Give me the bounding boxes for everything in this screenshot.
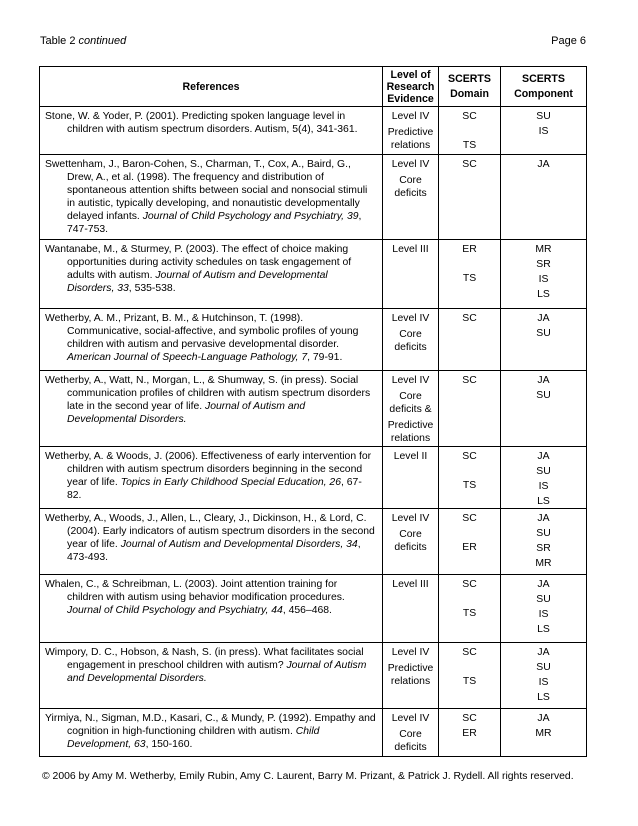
scerts-domain-value: SC	[462, 451, 477, 462]
reference-journal: Topics in Early Childhood Special Education, 26	[120, 477, 341, 488]
evidence-level-cell	[383, 575, 439, 643]
evidence-level-text: Level III	[392, 579, 429, 590]
scerts-domain-value: ER	[462, 728, 477, 739]
scerts-domain-value: ER	[462, 542, 477, 553]
scerts-domain-value: TS	[462, 140, 477, 151]
reference-segment: Swettenham, J., Baron-Cohen, S., Charman, T., Cox, A., Baird, G., Drew, A., et al. (1998). The frequency and distribution of spontaneous attention shifts between social and nonsocial stimuli in autistic, typically developing, and nonautistic developmentally delayed infants.	[45, 159, 368, 222]
evidence-level-text: Level IV	[391, 313, 430, 324]
scerts-component-value: JA	[537, 513, 550, 524]
scerts-domain-cell	[439, 447, 501, 509]
scerts-component-value: SU	[536, 111, 551, 122]
table-row	[40, 107, 587, 155]
reference-segment: Wantanabe, M., & Sturmey, P. (2003). The effect of choice making opportunities during activity schedules on task engagement of adults with autism.	[45, 244, 352, 281]
reference-cell	[40, 155, 383, 240]
scerts-domain-value: SC	[462, 513, 477, 524]
scerts-component-value: IS	[538, 126, 549, 137]
reference-segment: Wetherby, A. M., Prizant, B. M., & Hutchinson, T. (1998). Communicative, social-affective, and symbolic profiles of young children with autism and pervasive developmental disorder.	[45, 313, 359, 350]
evidence-level-text: Core deficits	[394, 329, 427, 353]
scerts-component-value: LS	[537, 624, 550, 635]
table-row	[40, 309, 587, 371]
header-component: SCERTS Component	[501, 67, 587, 107]
evidence-level-text: Level III	[392, 244, 429, 255]
evidence-level-text: Level IV	[391, 647, 430, 658]
reference-segment: , 67-82.	[67, 477, 362, 501]
scerts-component-value: JA	[537, 451, 550, 462]
scerts-component-value: MR	[535, 558, 552, 569]
reference-segment: Wetherby, A., Woods, J., Allen, L., Cleary, J., Dickinson, H., & Lord, C. (2004). Early indicators of autism spectrum disorders in the second year of life.	[45, 513, 375, 550]
evidence-level-cell	[383, 309, 439, 371]
reference-text	[45, 578, 376, 617]
scerts-domain-value: SC	[462, 159, 477, 170]
scerts-domain-cell	[439, 309, 501, 371]
scerts-component-value: SR	[536, 543, 551, 554]
evidence-level-text: Predictive relations	[387, 127, 434, 151]
evidence-level-cell	[383, 643, 439, 709]
table-row	[40, 447, 587, 509]
evidence-level-cell	[383, 509, 439, 575]
reference-segment: , 79-91.	[307, 352, 343, 363]
scerts-domain-cell	[439, 643, 501, 709]
evidence-level-text: Predictive relations	[387, 420, 434, 444]
header-left-plain: Table 2	[40, 35, 79, 47]
scerts-component-value: JA	[537, 313, 550, 324]
scerts-domain-value: TS	[462, 480, 477, 491]
reference-cell	[40, 709, 383, 757]
scerts-component-cell	[501, 309, 587, 371]
evidence-level-text: Level II	[393, 451, 428, 462]
scerts-domain-value: SC	[462, 713, 477, 724]
scerts-component-value: JA	[537, 647, 550, 658]
evidence-level-cell	[383, 155, 439, 240]
evidence-level-text: Level IV	[391, 159, 430, 170]
scerts-domain-value: TS	[462, 273, 477, 284]
table-row	[40, 509, 587, 575]
scerts-domain-value: ER	[462, 244, 477, 255]
evidence-level-cell	[383, 240, 439, 309]
reference-segment: Stone, W. & Yoder, P. (2001). Predicting spoken language level in children with autism spectrum disorders. Autism, 5(4), 341-361.	[45, 111, 358, 135]
scerts-component-value: SU	[536, 390, 551, 401]
table-row	[40, 709, 587, 757]
reference-segment: , 456–468.	[282, 605, 332, 616]
reference-cell	[40, 107, 383, 155]
evidence-level-text: Core deficits	[394, 529, 427, 553]
reference-cell	[40, 309, 383, 371]
scerts-component-cell	[501, 447, 587, 509]
reference-cell	[40, 575, 383, 643]
scerts-domain-cell	[439, 575, 501, 643]
page-number: Page 6	[551, 35, 586, 47]
scerts-component-cell	[501, 509, 587, 575]
scerts-component-cell	[501, 155, 587, 240]
reference-text	[45, 512, 376, 564]
scerts-domain-cell	[439, 107, 501, 155]
evidence-level-text: Level IV	[391, 375, 430, 386]
scerts-domain-cell	[439, 509, 501, 575]
scerts-component-cell	[501, 643, 587, 709]
reference-segment: Wimpory, D. C., Hobson, & Nash, S. (in press). What facilitates social engagement in preschool children with autism?	[45, 647, 364, 671]
scerts-domain-value: SC	[462, 111, 477, 122]
scerts-domain-value: TS	[462, 608, 477, 619]
reference-text	[45, 712, 376, 751]
scerts-domain-cell	[439, 240, 501, 309]
scerts-component-value: IS	[538, 481, 549, 492]
reference-segment: , 747-753.	[67, 211, 362, 235]
header-domain: SCERTS Domain	[439, 67, 501, 107]
reference-cell	[40, 371, 383, 447]
evidence-level-text: Core deficits	[394, 175, 427, 199]
scerts-component-value: JA	[537, 713, 550, 724]
reference-segment: , 150-160.	[145, 739, 193, 750]
scerts-component-value: SR	[536, 259, 551, 270]
scerts-component-value: SU	[536, 594, 551, 605]
reference-journal: American Journal of Speech-Language Pathology, 7	[67, 352, 308, 363]
reference-text	[45, 158, 376, 236]
reference-text	[45, 243, 376, 295]
reference-text	[45, 450, 376, 502]
scerts-component-value: MR	[535, 244, 552, 255]
header-left-italic: continued	[78, 35, 127, 47]
scerts-component-value: SU	[536, 528, 551, 539]
reference-text	[45, 312, 376, 364]
evidence-level-cell	[383, 709, 439, 757]
table-row	[40, 575, 587, 643]
scerts-domain-value: SC	[462, 579, 477, 590]
evidence-level-text: Level IV	[391, 111, 430, 122]
scerts-component-value: SU	[536, 662, 551, 673]
reference-segment: Wetherby, A., Watt, N., Morgan, L., & Shumway, S. (in press). Social communication profiles of children with autism spectrum disorders late in the second year of life.	[45, 375, 371, 412]
scerts-component-value: JA	[537, 579, 550, 590]
scerts-domain-cell	[439, 155, 501, 240]
reference-journal: Journal of Child Psychology and Psychiatry, 44	[67, 605, 283, 616]
header-references: References	[40, 67, 383, 107]
table-body	[40, 107, 587, 757]
evidence-level-text: Predictive relations	[387, 663, 434, 687]
table-row	[40, 240, 587, 309]
reference-journal: Journal of Autism and Developmental Disorders.	[67, 660, 367, 684]
table-row	[40, 371, 587, 447]
scerts-domain-cell	[439, 371, 501, 447]
reference-segment: Whalen, C., & Schreibman, L. (2003). Joint attention training for children with autism using behavior modification procedures.	[45, 579, 345, 603]
scerts-component-value: IS	[538, 274, 549, 285]
copyright-footer: © 2006 by Amy M. Wetherby, Emily Rubin, Amy C. Laurent, Barry M. Prizant, & Patrick J. Rydell. All rights reserved.	[42, 771, 574, 782]
reference-cell	[40, 643, 383, 709]
evidence-level-text: Core deficits	[394, 729, 427, 753]
reference-journal: Child Development, 63	[67, 726, 320, 750]
reference-journal: Journal of Autism and Developmental Disorders.	[67, 401, 306, 425]
table-continued-label	[40, 35, 126, 47]
reference-segment: , 535-538.	[128, 283, 176, 294]
scerts-component-cell	[501, 575, 587, 643]
scerts-domain-value: SC	[462, 647, 477, 658]
scerts-component-value: LS	[537, 496, 550, 507]
scerts-component-value: SU	[536, 328, 551, 339]
reference-cell	[40, 447, 383, 509]
scerts-component-value: IS	[538, 609, 549, 620]
reference-segment: , 473-493.	[67, 539, 361, 563]
reference-journal: Journal of Child Psychology and Psychiatry, 39	[142, 211, 359, 222]
reference-segment: Yirmiya, N., Sigman, M.D., Kasari, C., & Mundy, P. (1992). Empathy and cognition in high-functioning children with autism.	[45, 713, 376, 737]
scerts-component-cell	[501, 709, 587, 757]
reference-journal: Journal of Autism and Developmental Disorders, 34	[120, 539, 358, 550]
header-level: Level of Research Evidence	[383, 67, 439, 107]
reference-journal: Journal of Autism and Developmental Disorders, 33	[67, 270, 328, 294]
evidence-level-cell	[383, 107, 439, 155]
scerts-component-value: JA	[537, 159, 550, 170]
reference-cell	[40, 509, 383, 575]
scerts-component-cell	[501, 107, 587, 155]
table-row	[40, 155, 587, 240]
scerts-component-value: JA	[537, 375, 550, 386]
reference-cell	[40, 240, 383, 309]
evidence-level-text: Core deficits &	[389, 391, 432, 415]
reference-text	[45, 646, 376, 685]
evidence-level-text: Level IV	[391, 713, 430, 724]
scerts-component-value: MR	[535, 728, 552, 739]
scerts-component-cell	[501, 240, 587, 309]
table-header-row	[40, 67, 587, 107]
table-row	[40, 643, 587, 709]
reference-text	[45, 110, 376, 136]
evidence-level-cell	[383, 447, 439, 509]
scerts-domain-cell	[439, 709, 501, 757]
scerts-domain-value: TS	[462, 676, 477, 687]
scerts-component-cell	[501, 371, 587, 447]
evidence-level-text: Level IV	[391, 513, 430, 524]
scerts-component-value: LS	[537, 692, 550, 703]
scerts-domain-value: SC	[462, 375, 477, 386]
scerts-domain-value: SC	[462, 313, 477, 324]
scerts-component-value: IS	[538, 677, 549, 688]
scerts-component-value: LS	[537, 289, 550, 300]
references-table	[39, 66, 587, 757]
scerts-component-value: SU	[536, 466, 551, 477]
evidence-level-cell	[383, 371, 439, 447]
reference-segment: Wetherby, A. & Woods, J. (2006). Effectiveness of early intervention for children with autism spectrum disorders beginning in the second year of life.	[45, 451, 372, 488]
reference-text	[45, 374, 376, 426]
